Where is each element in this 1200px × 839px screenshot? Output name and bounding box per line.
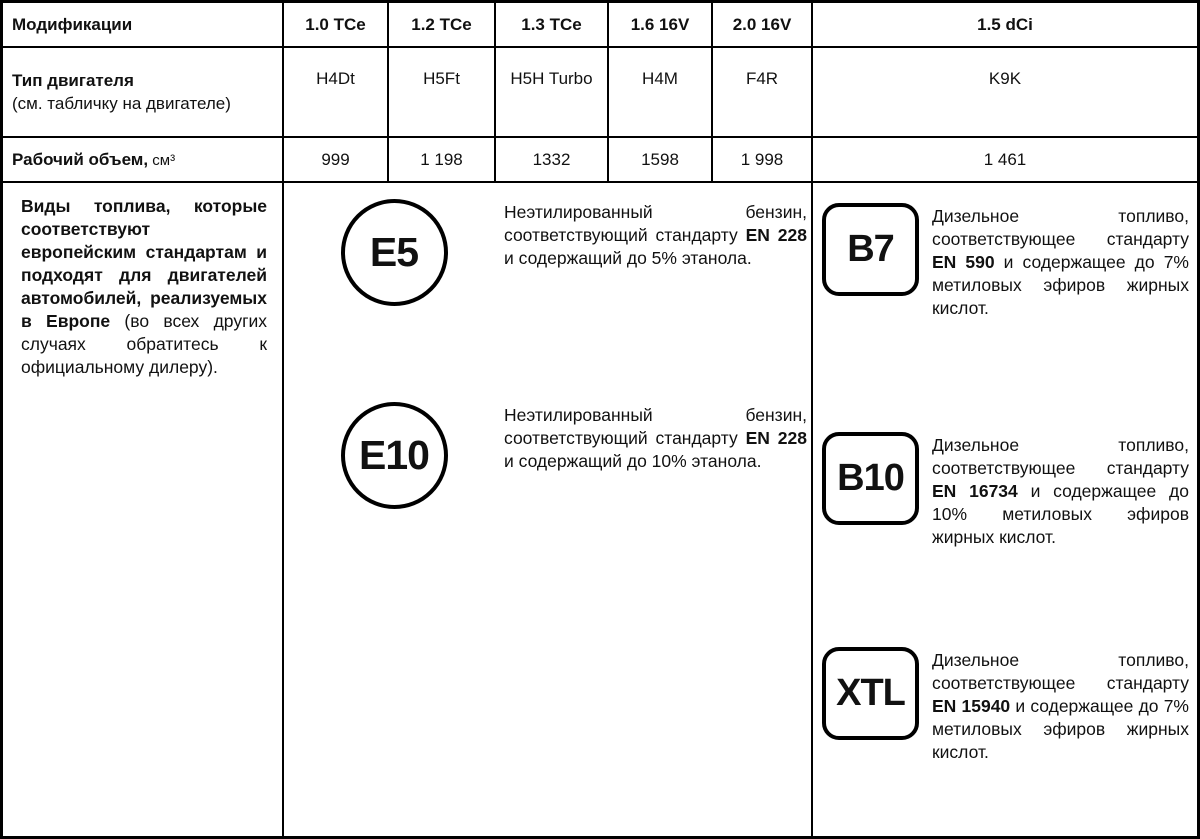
b10-fuel-badge-icon (822, 432, 919, 525)
displacement-value: 1 461 (813, 138, 1197, 183)
e10-fuel-description: Неэтилированный бензин, соответствующий стандарту EN 228 и содержащий до 10% этанола. (504, 405, 808, 471)
engine-type-note: (см. табличку на двигателе) (12, 94, 231, 113)
displacement-label: Рабочий объем, (12, 149, 149, 169)
displacement-value: 1332 (496, 138, 609, 183)
petrol-fuel-entry-e10 (284, 402, 811, 509)
modifications-header (3, 3, 284, 48)
b7-fuel-badge-icon (822, 203, 919, 296)
e10-badge-label: E10 (359, 432, 429, 478)
displacement-row-label (3, 138, 284, 183)
diesel-fuel-entry-b7 (813, 203, 1197, 320)
column-header-label: 1.0 TCe (305, 14, 366, 34)
fuel-types-description: Виды топлива, которые соответствуют европейским стандартам и подходят для двигателей автомобилей, реализуемых в Европе (во всех других случаях обратитесь к официальному дилеру). (21, 196, 267, 377)
column-header-2-0-16v (713, 3, 813, 48)
b10-fuel-description: Дизельное топливо, соответствующее стандарту EN 16734 и содержащее до 10% метиловых эфиров жирных кислот. (932, 435, 1189, 547)
displacement-value: 999 (284, 138, 389, 183)
column-header-1-0-tce (284, 3, 389, 48)
engine-type-value: F4R (713, 48, 813, 138)
column-header-label: 1.2 TCe (411, 14, 472, 34)
modifications-header-label: Модификации (12, 14, 133, 34)
column-header-label: 1.5 dCi (977, 14, 1033, 34)
column-header-label: 2.0 16V (732, 14, 792, 34)
xtl-fuel-badge-icon (822, 647, 919, 740)
diesel-fuel-entry-b10 (813, 432, 1197, 549)
column-header-1-2-tce (389, 3, 496, 48)
displacement-value: 1 998 (713, 138, 813, 183)
b10-badge-label: B10 (837, 457, 904, 499)
e5-badge-zone (284, 199, 504, 306)
column-header-1-3-tce (496, 3, 609, 48)
displacement-value: 1 198 (389, 138, 496, 183)
e5-badge-label: E5 (369, 229, 419, 275)
diesel-fuel-cell (813, 183, 1197, 836)
engine-type-label: Тип двигателя (12, 71, 134, 90)
displacement-value: 1598 (609, 138, 713, 183)
engine-type-value: H4Dt (284, 48, 389, 138)
e10-fuel-badge-icon (341, 402, 448, 509)
fuel-types-description-cell (3, 183, 284, 836)
engine-type-value: H5Ft (389, 48, 496, 138)
engine-type-value: H4M (609, 48, 713, 138)
e5-fuel-description: Неэтилированный бензин, соответствующий стандарту EN 228 и содержащий до 5% этанола. (504, 202, 808, 268)
e5-fuel-badge-icon (341, 199, 448, 306)
engine-type-row-label (3, 48, 284, 138)
b7-badge-label: B7 (847, 228, 894, 270)
column-header-1-5-dci (813, 3, 1197, 48)
displacement-unit: см³ (148, 151, 176, 169)
xtl-fuel-description: Дизельное топливо, соответствующее стандарту EN 15940 и содержащее до 7% метиловых эфиров жирных кислот. (932, 650, 1189, 762)
diesel-fuel-entry-xtl (813, 647, 1197, 764)
column-header-label: 1.3 TCe (521, 14, 582, 34)
engine-type-value: K9K (813, 48, 1197, 138)
b7-fuel-description: Дизельное топливо, соответствующее стандарту EN 590 и содержащее до 7% метиловых эфиров жирных кислот. (932, 206, 1189, 318)
petrol-fuel-entry-e5 (284, 199, 811, 306)
petrol-fuel-cell (284, 183, 813, 836)
xtl-badge-label: XTL (836, 672, 905, 714)
engine-type-value: H5H Turbo (496, 48, 609, 138)
column-header-label: 1.6 16V (630, 14, 690, 34)
column-header-1-6-16v (609, 3, 713, 48)
e10-badge-zone (284, 402, 504, 509)
